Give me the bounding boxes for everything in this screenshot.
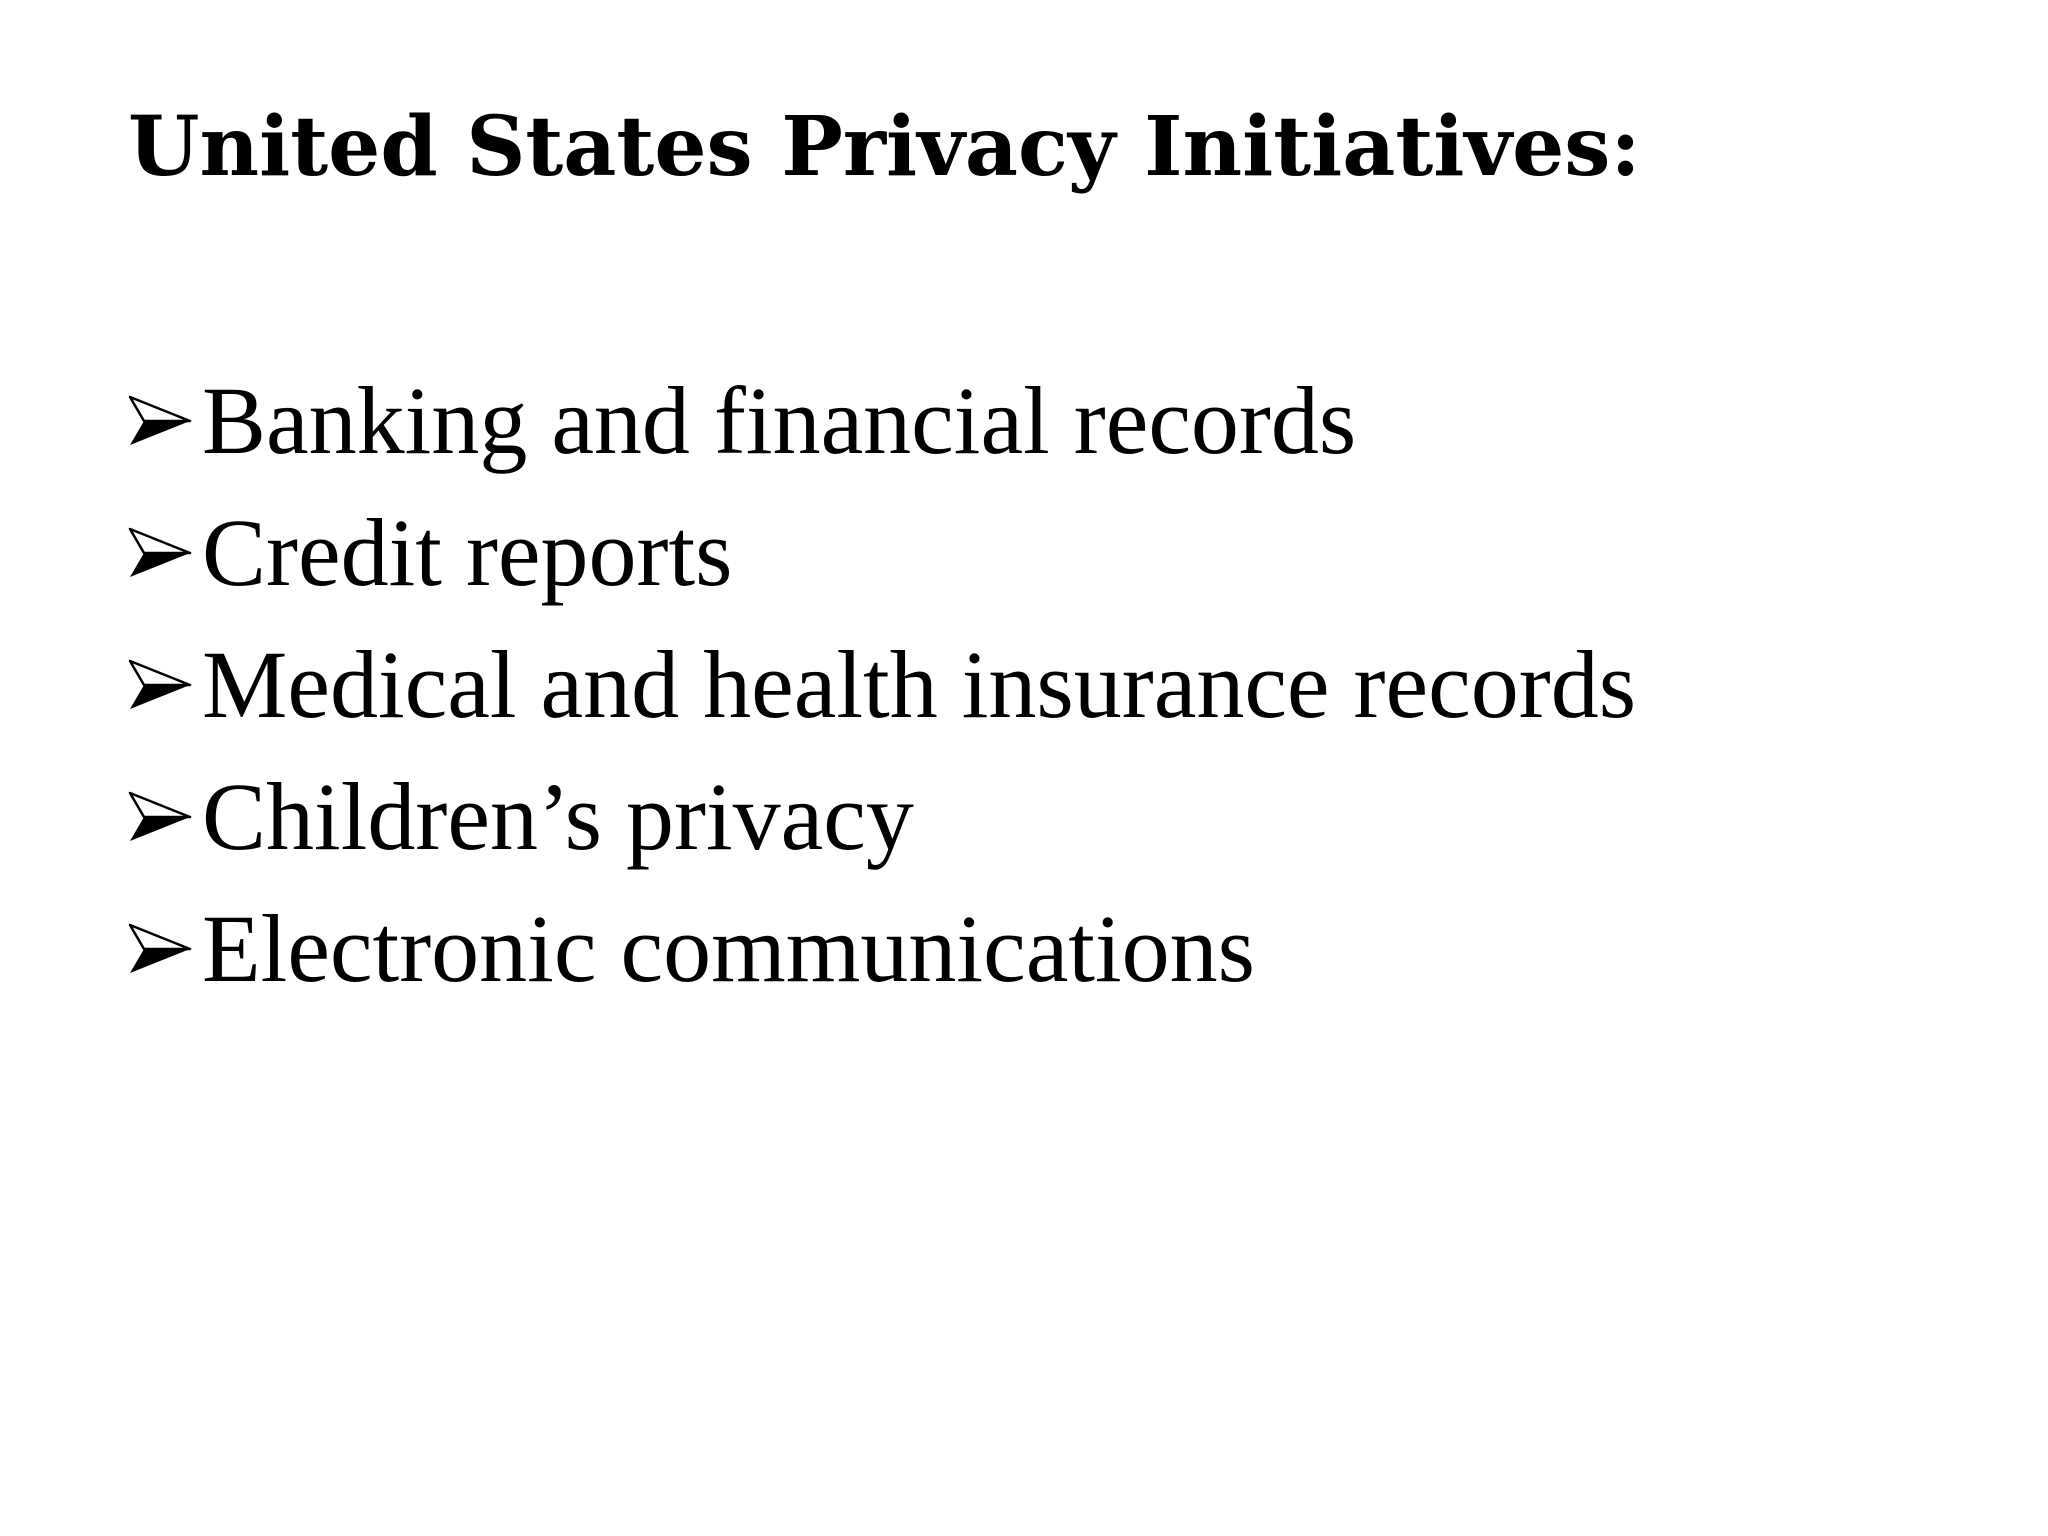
bullet-text: Children’s privacy <box>202 763 914 870</box>
bullet-text: Banking and financial records <box>202 367 1357 474</box>
bullet-text: Electronic communications <box>202 895 1255 1002</box>
bullet-item-medical <box>128 619 1636 751</box>
bullet-text: Credit reports <box>202 499 733 606</box>
bullet-item-credit <box>128 487 1636 619</box>
bullet-list <box>128 355 1636 1015</box>
arrowhead-bullet-icon <box>128 659 192 711</box>
slide-title: United States Privacy Initiatives: <box>128 99 1641 195</box>
arrowhead-bullet-icon <box>128 791 192 843</box>
bullet-item-electronic <box>128 883 1636 1015</box>
bullet-text: Medical and health insurance records <box>202 631 1637 738</box>
bullet-item-children <box>128 751 1636 883</box>
arrowhead-bullet-icon <box>128 395 192 447</box>
bullet-item-banking <box>128 355 1636 487</box>
arrowhead-bullet-icon <box>128 527 192 579</box>
arrowhead-bullet-icon <box>128 923 192 975</box>
